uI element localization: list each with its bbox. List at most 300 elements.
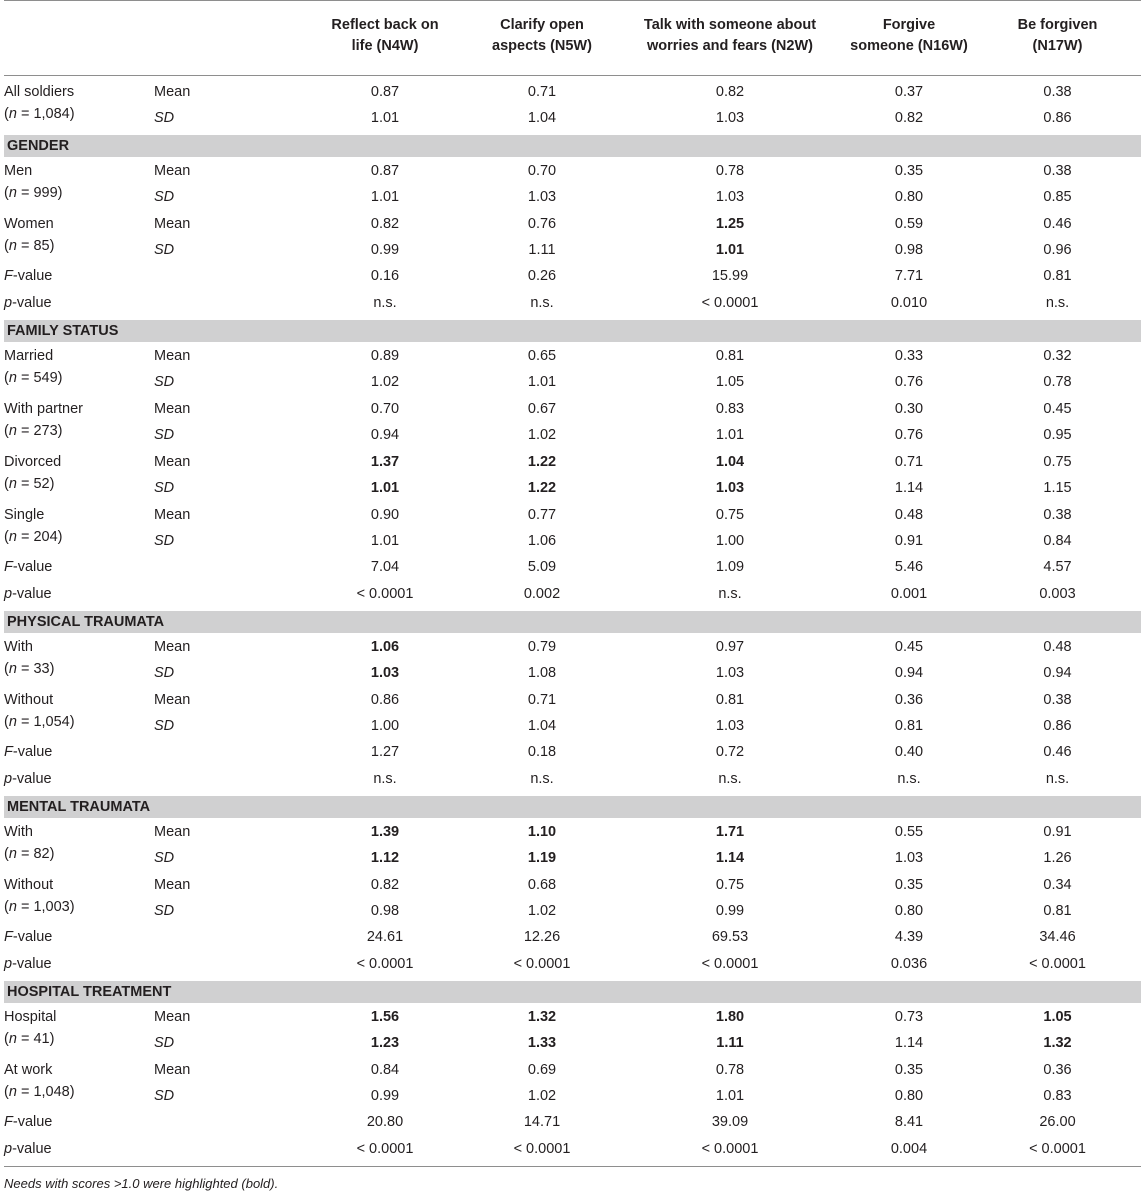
p-value-cell: n.s. bbox=[718, 770, 742, 787]
sd-row bbox=[154, 106, 1141, 132]
mean-cell: 0.87 bbox=[370, 163, 400, 179]
mean-cell: 0.37 bbox=[894, 84, 924, 100]
sd-cell: 1.01 bbox=[527, 373, 557, 390]
sd-cell: 0.81 bbox=[1043, 902, 1072, 919]
f-value-cell: 5.09 bbox=[527, 559, 557, 575]
p-value-cell: n.s. bbox=[1045, 770, 1070, 787]
sd-cell: 1.14 bbox=[894, 479, 924, 496]
mean-cell: 0.35 bbox=[894, 1062, 924, 1078]
mean-cell: 0.35 bbox=[894, 877, 924, 893]
sd-cell: 1.03 bbox=[715, 188, 745, 205]
sd-cell: 1.11 bbox=[528, 241, 556, 258]
sd-cell: 1.22 bbox=[527, 479, 557, 496]
sd-cell: 0.91 bbox=[894, 532, 924, 549]
sd-row bbox=[154, 661, 1141, 687]
mean-cell: 0.82 bbox=[715, 84, 745, 100]
mean-row bbox=[154, 503, 1141, 529]
table-row-group bbox=[4, 450, 1141, 501]
p-value-row bbox=[4, 951, 1141, 978]
sd-label: SD bbox=[154, 1087, 175, 1104]
sd-cell: 1.00 bbox=[715, 532, 745, 549]
group-rows bbox=[154, 635, 1141, 686]
mean-cell: 0.70 bbox=[370, 401, 400, 417]
row-label bbox=[154, 370, 302, 396]
group-name bbox=[4, 450, 154, 501]
stat-label: F-value bbox=[4, 929, 53, 945]
mean-cell: 0.69 bbox=[527, 1062, 557, 1078]
sd-row bbox=[154, 1031, 1141, 1057]
data-table bbox=[4, 0, 1141, 1191]
group-rows bbox=[154, 873, 1141, 924]
mean-cell: 0.73 bbox=[894, 1009, 924, 1025]
group-name bbox=[4, 873, 154, 924]
group-rows bbox=[154, 450, 1141, 501]
sd-cell: 0.98 bbox=[894, 241, 924, 258]
group-name bbox=[4, 1005, 154, 1056]
sd-cell: 1.01 bbox=[715, 426, 745, 443]
mean-cell: 1.06 bbox=[370, 639, 400, 655]
row-label bbox=[154, 846, 302, 872]
sd-label: SD bbox=[154, 109, 175, 126]
mean-cell: 0.87 bbox=[370, 84, 400, 100]
mean-cell: 0.84 bbox=[370, 1062, 400, 1078]
sd-row bbox=[154, 529, 1141, 555]
p-value-row bbox=[4, 581, 1141, 608]
column-header: Be forgiven (N17W) bbox=[1017, 17, 1098, 54]
sd-label: SD bbox=[154, 373, 175, 390]
mean-row bbox=[154, 344, 1141, 370]
row-label bbox=[154, 1031, 302, 1057]
f-value-row bbox=[4, 554, 1141, 581]
group-n: (n = 85) bbox=[4, 238, 55, 254]
stat-label: p-value bbox=[4, 585, 52, 602]
group-name bbox=[4, 503, 154, 554]
group-n: (n = 52) bbox=[4, 476, 55, 492]
sd-cell: 0.99 bbox=[370, 1087, 400, 1104]
mean-cell: 0.67 bbox=[527, 401, 557, 417]
p-value-cell: < 0.0001 bbox=[701, 294, 759, 311]
sd-cell: 1.01 bbox=[370, 479, 400, 496]
table-row-group bbox=[4, 873, 1141, 924]
f-value-row bbox=[4, 1109, 1141, 1136]
row-label: Mean bbox=[154, 1062, 191, 1078]
p-value-cell: 0.004 bbox=[890, 1140, 928, 1157]
group-rows bbox=[154, 344, 1141, 395]
stat-symbol: F bbox=[4, 744, 13, 760]
p-value-cell: n.s. bbox=[1045, 294, 1070, 311]
p-value-cell: 0.010 bbox=[890, 294, 928, 311]
sd-row bbox=[154, 238, 1141, 264]
n-symbol: n bbox=[8, 714, 17, 730]
group-n: (n = 41) bbox=[4, 1031, 55, 1047]
stat-label: F-value bbox=[4, 559, 53, 575]
sd-cell: 1.08 bbox=[527, 664, 557, 681]
mean-cell: 0.30 bbox=[894, 401, 924, 417]
mean-row bbox=[154, 212, 1141, 238]
p-value-row bbox=[4, 766, 1141, 793]
sd-cell: 0.99 bbox=[370, 241, 400, 258]
sd-cell: 0.80 bbox=[894, 188, 924, 205]
sd-label: SD bbox=[154, 426, 175, 443]
section-header: PHYSICAL TRAUMATA bbox=[4, 611, 1141, 633]
p-value-cell: < 0.0001 bbox=[513, 1140, 571, 1157]
sd-label: SD bbox=[154, 188, 175, 205]
mean-cell: 0.38 bbox=[1043, 507, 1072, 523]
mean-row bbox=[154, 688, 1141, 714]
sd-label: SD bbox=[154, 717, 175, 734]
group-label: With bbox=[4, 639, 33, 655]
f-value-cell: 69.53 bbox=[711, 929, 749, 945]
sd-cell: 1.00 bbox=[370, 717, 400, 734]
sd-cell: 1.12 bbox=[370, 849, 400, 866]
group-label: Women bbox=[4, 216, 54, 232]
table-row-group bbox=[4, 688, 1141, 739]
mean-cell: 0.48 bbox=[894, 507, 924, 523]
sd-cell: 0.94 bbox=[1043, 664, 1072, 681]
group-name bbox=[4, 820, 154, 871]
sd-cell: 1.14 bbox=[715, 849, 745, 866]
sd-cell: 1.03 bbox=[715, 109, 745, 126]
group-n: (n = 1,048) bbox=[4, 1084, 75, 1100]
sd-cell: 1.05 bbox=[715, 373, 745, 390]
table-row-group bbox=[4, 503, 1141, 554]
sd-cell: 1.02 bbox=[527, 1087, 557, 1104]
mean-row bbox=[154, 80, 1141, 106]
group-n: (n = 82) bbox=[4, 846, 55, 862]
table-bottom-rule bbox=[4, 1162, 1141, 1167]
sd-cell: 1.03 bbox=[527, 188, 557, 205]
sd-cell: 0.80 bbox=[894, 1087, 924, 1104]
stat-symbol: p bbox=[4, 1140, 13, 1157]
mean-cell: 0.71 bbox=[527, 692, 557, 708]
sd-cell: 0.86 bbox=[1043, 717, 1072, 734]
group-rows bbox=[154, 80, 1141, 131]
mean-cell: 1.71 bbox=[715, 824, 745, 840]
row-label bbox=[154, 106, 302, 132]
group-n: (n = 1,084) bbox=[4, 106, 75, 122]
p-value-cell: < 0.0001 bbox=[701, 1140, 759, 1157]
sd-row bbox=[154, 476, 1141, 502]
mean-cell: 0.75 bbox=[715, 877, 745, 893]
stat-label: p-value bbox=[4, 1140, 52, 1157]
row-label: Mean bbox=[154, 401, 191, 417]
table-row-group bbox=[4, 212, 1141, 263]
group-n: (n = 273) bbox=[4, 423, 63, 439]
stat-symbol: p bbox=[4, 770, 13, 787]
mean-cell: 1.39 bbox=[370, 824, 400, 840]
sd-cell: 0.94 bbox=[370, 426, 400, 443]
mean-cell: 1.04 bbox=[715, 454, 745, 470]
n-symbol: n bbox=[8, 185, 17, 201]
mean-cell: 0.45 bbox=[894, 639, 924, 655]
group-rows bbox=[154, 820, 1141, 871]
f-value-cell: 0.26 bbox=[527, 268, 557, 284]
group-label: Without bbox=[4, 877, 54, 893]
stat-symbol: F bbox=[4, 559, 13, 575]
mean-cell: 1.80 bbox=[715, 1009, 745, 1025]
group-label: Hospital bbox=[4, 1009, 57, 1025]
stat-symbol: p bbox=[4, 955, 13, 972]
mean-cell: 0.76 bbox=[527, 216, 557, 232]
p-value-cell: < 0.0001 bbox=[513, 955, 571, 972]
group-label: Men bbox=[4, 163, 33, 179]
group-label: With partner bbox=[4, 401, 83, 417]
table-row-group bbox=[4, 397, 1141, 448]
n-symbol: n bbox=[8, 238, 17, 254]
p-value-row bbox=[4, 290, 1141, 317]
mean-cell: 0.77 bbox=[527, 507, 557, 523]
mean-cell: 0.65 bbox=[527, 348, 557, 364]
sd-row bbox=[154, 185, 1141, 211]
mean-cell: 0.91 bbox=[1043, 824, 1072, 840]
sd-cell: 0.98 bbox=[370, 902, 400, 919]
f-value-cell: 15.99 bbox=[711, 268, 749, 284]
group-label: With bbox=[4, 824, 33, 840]
p-value-cell: < 0.0001 bbox=[701, 955, 759, 972]
sd-cell: 1.01 bbox=[370, 532, 400, 549]
group-rows bbox=[154, 1005, 1141, 1056]
sd-cell: 0.86 bbox=[1043, 109, 1072, 126]
f-value-cell: 0.40 bbox=[894, 744, 924, 760]
stat-label: p-value bbox=[4, 770, 52, 787]
section-header: HOSPITAL TREATMENT bbox=[4, 981, 1141, 1003]
n-symbol: n bbox=[8, 106, 17, 122]
row-label: Mean bbox=[154, 163, 191, 179]
mean-cell: 0.35 bbox=[894, 163, 924, 179]
sd-cell: 0.84 bbox=[1043, 532, 1072, 549]
p-value-cell: < 0.0001 bbox=[356, 955, 414, 972]
p-value-cell: n.s. bbox=[718, 585, 742, 602]
group-rows bbox=[154, 503, 1141, 554]
sd-cell: 1.01 bbox=[715, 241, 745, 258]
table-row-group bbox=[4, 635, 1141, 686]
sd-cell: 0.76 bbox=[894, 426, 924, 443]
row-label bbox=[154, 1084, 302, 1110]
f-value-cell: 24.61 bbox=[366, 929, 404, 945]
mean-cell: 1.37 bbox=[370, 454, 400, 470]
f-value-cell: 4.57 bbox=[1043, 559, 1072, 575]
mean-cell: 1.32 bbox=[527, 1009, 557, 1025]
mean-cell: 0.46 bbox=[1043, 216, 1072, 232]
mean-cell: 0.38 bbox=[1043, 692, 1072, 708]
mean-cell: 0.68 bbox=[527, 877, 557, 893]
mean-row bbox=[154, 1005, 1141, 1031]
n-symbol: n bbox=[8, 1031, 17, 1047]
sd-cell: 0.94 bbox=[894, 664, 924, 681]
group-rows bbox=[154, 1058, 1141, 1109]
mean-cell: 0.97 bbox=[715, 639, 745, 655]
f-value-cell: 0.81 bbox=[1043, 268, 1072, 284]
mean-row bbox=[154, 450, 1141, 476]
mean-cell: 0.70 bbox=[527, 163, 557, 179]
row-label bbox=[154, 238, 302, 264]
sd-label: SD bbox=[154, 532, 175, 549]
mean-row bbox=[154, 397, 1141, 423]
p-value-cell: < 0.0001 bbox=[356, 1140, 414, 1157]
sd-cell: 1.03 bbox=[715, 479, 745, 496]
sd-label: SD bbox=[154, 849, 175, 866]
sd-cell: 1.01 bbox=[370, 188, 400, 205]
n-symbol: n bbox=[8, 846, 17, 862]
row-label bbox=[154, 899, 302, 925]
group-name bbox=[4, 635, 154, 686]
mean-cell: 0.75 bbox=[1043, 454, 1072, 470]
group-n: (n = 999) bbox=[4, 185, 63, 201]
row-label: Mean bbox=[154, 639, 191, 655]
stat-symbol: F bbox=[4, 929, 13, 945]
p-value-cell: < 0.0001 bbox=[1029, 1140, 1086, 1157]
column-header: Forgive someone (N16W) bbox=[850, 17, 968, 54]
sd-row bbox=[154, 1084, 1141, 1110]
group-name bbox=[4, 80, 154, 131]
row-label: Mean bbox=[154, 84, 191, 100]
stat-label: p-value bbox=[4, 294, 52, 311]
table-footnote: Needs with scores >1.0 were highlighted (bold). bbox=[4, 1176, 279, 1191]
stat-symbol: F bbox=[4, 1114, 13, 1130]
section-header: GENDER bbox=[4, 135, 1141, 157]
sd-cell: 1.32 bbox=[1043, 1034, 1072, 1051]
f-value-cell: 12.26 bbox=[523, 929, 561, 945]
group-label: Without bbox=[4, 692, 54, 708]
n-symbol: n bbox=[8, 1084, 17, 1100]
group-label: Married bbox=[4, 348, 54, 364]
f-value-cell: 34.46 bbox=[1039, 929, 1076, 945]
group-n: (n = 549) bbox=[4, 370, 63, 386]
mean-cell: 0.79 bbox=[527, 639, 557, 655]
p-value-cell: n.s. bbox=[530, 294, 554, 311]
table-row-group bbox=[4, 1058, 1141, 1109]
sd-row bbox=[154, 846, 1141, 872]
mean-cell: 0.81 bbox=[715, 692, 745, 708]
sd-cell: 0.82 bbox=[894, 109, 924, 126]
sd-label: SD bbox=[154, 664, 175, 681]
row-label bbox=[154, 476, 302, 502]
mean-cell: 0.82 bbox=[370, 877, 400, 893]
group-n: (n = 33) bbox=[4, 661, 55, 677]
group-n: (n = 204) bbox=[4, 529, 63, 545]
sd-row bbox=[154, 714, 1141, 740]
f-value-cell: 0.46 bbox=[1043, 744, 1072, 760]
stat-symbol: p bbox=[4, 585, 13, 602]
row-label: Mean bbox=[154, 348, 191, 364]
table-row-group bbox=[4, 820, 1141, 871]
mean-cell: 0.33 bbox=[894, 348, 924, 364]
mean-cell: 0.78 bbox=[715, 163, 745, 179]
sd-cell: 1.04 bbox=[527, 109, 557, 126]
sd-cell: 1.03 bbox=[370, 664, 400, 681]
sd-cell: 1.03 bbox=[715, 664, 745, 681]
sd-cell: 0.76 bbox=[894, 373, 924, 390]
sd-cell: 1.06 bbox=[527, 532, 557, 549]
table-row-group bbox=[4, 1005, 1141, 1056]
row-label bbox=[154, 185, 302, 211]
row-label bbox=[154, 423, 302, 449]
group-rows bbox=[154, 397, 1141, 448]
sd-cell: 1.01 bbox=[370, 109, 400, 126]
mean-cell: 0.36 bbox=[1043, 1062, 1072, 1078]
p-value-row bbox=[4, 1136, 1141, 1163]
f-value-row bbox=[4, 739, 1141, 766]
f-value-cell: 5.46 bbox=[894, 559, 924, 575]
group-rows bbox=[154, 688, 1141, 739]
sd-cell: 1.15 bbox=[1043, 479, 1072, 496]
mean-cell: 0.71 bbox=[894, 454, 924, 470]
mean-row bbox=[154, 820, 1141, 846]
sd-cell: 1.04 bbox=[527, 717, 557, 734]
group-label: At work bbox=[4, 1062, 53, 1078]
section-header: FAMILY STATUS bbox=[4, 320, 1141, 342]
f-value-cell: 0.18 bbox=[527, 744, 557, 760]
f-value-cell: 4.39 bbox=[894, 929, 924, 945]
f-value-cell: 39.09 bbox=[711, 1114, 749, 1130]
sd-cell: 1.02 bbox=[527, 426, 557, 443]
sd-cell: 1.14 bbox=[894, 1034, 924, 1051]
f-value-cell: 14.71 bbox=[523, 1114, 561, 1130]
f-value-cell: 0.72 bbox=[715, 744, 745, 760]
sd-label: SD bbox=[154, 1034, 175, 1051]
mean-cell: 0.75 bbox=[715, 507, 745, 523]
p-value-cell: 0.002 bbox=[523, 585, 561, 602]
p-value-cell: n.s. bbox=[373, 770, 397, 787]
sd-cell: 0.81 bbox=[894, 717, 924, 734]
table-body bbox=[4, 80, 1141, 1162]
n-symbol: n bbox=[8, 899, 17, 915]
mean-cell: 0.34 bbox=[1043, 877, 1072, 893]
column-header: Talk with someone about worries and fears (N2W) bbox=[643, 17, 817, 54]
sd-cell: 1.02 bbox=[370, 373, 400, 390]
f-value-cell: 7.71 bbox=[894, 268, 924, 284]
p-value-cell: < 0.0001 bbox=[1029, 955, 1086, 972]
mean-cell: 0.90 bbox=[370, 507, 400, 523]
sd-cell: 0.95 bbox=[1043, 426, 1072, 443]
mean-cell: 1.25 bbox=[715, 216, 745, 232]
n-symbol: n bbox=[8, 661, 17, 677]
row-label: Mean bbox=[154, 692, 191, 708]
sd-cell: 1.33 bbox=[527, 1034, 557, 1051]
group-label: All soldiers bbox=[4, 84, 75, 100]
mean-cell: 1.56 bbox=[370, 1009, 400, 1025]
sd-cell: 1.03 bbox=[894, 849, 924, 866]
n-symbol: n bbox=[8, 529, 17, 545]
mean-cell: 0.48 bbox=[1043, 639, 1072, 655]
row-label bbox=[154, 714, 302, 740]
mean-cell: 1.05 bbox=[1043, 1009, 1072, 1025]
column-header: Reflect back on life (N4W) bbox=[331, 17, 439, 54]
mean-row bbox=[154, 873, 1141, 899]
group-label: Divorced bbox=[4, 454, 62, 470]
row-label bbox=[154, 529, 302, 555]
stat-label: p-value bbox=[4, 955, 52, 972]
sd-row bbox=[154, 423, 1141, 449]
group-name bbox=[4, 688, 154, 739]
f-value-cell: 1.09 bbox=[715, 559, 745, 575]
mean-cell: 0.78 bbox=[715, 1062, 745, 1078]
mean-cell: 0.82 bbox=[370, 216, 400, 232]
row-label: Mean bbox=[154, 216, 191, 232]
p-value-cell: < 0.0001 bbox=[356, 585, 414, 602]
sd-cell: 1.03 bbox=[715, 717, 745, 734]
mean-cell: 0.55 bbox=[894, 824, 924, 840]
stat-symbol: p bbox=[4, 294, 13, 311]
p-value-cell: n.s. bbox=[373, 294, 397, 311]
group-name bbox=[4, 344, 154, 395]
mean-row bbox=[154, 635, 1141, 661]
row-label: Mean bbox=[154, 877, 191, 893]
mean-cell: 0.45 bbox=[1043, 401, 1072, 417]
mean-row bbox=[154, 1058, 1141, 1084]
group-name bbox=[4, 397, 154, 448]
f-value-cell: 26.00 bbox=[1039, 1114, 1076, 1130]
